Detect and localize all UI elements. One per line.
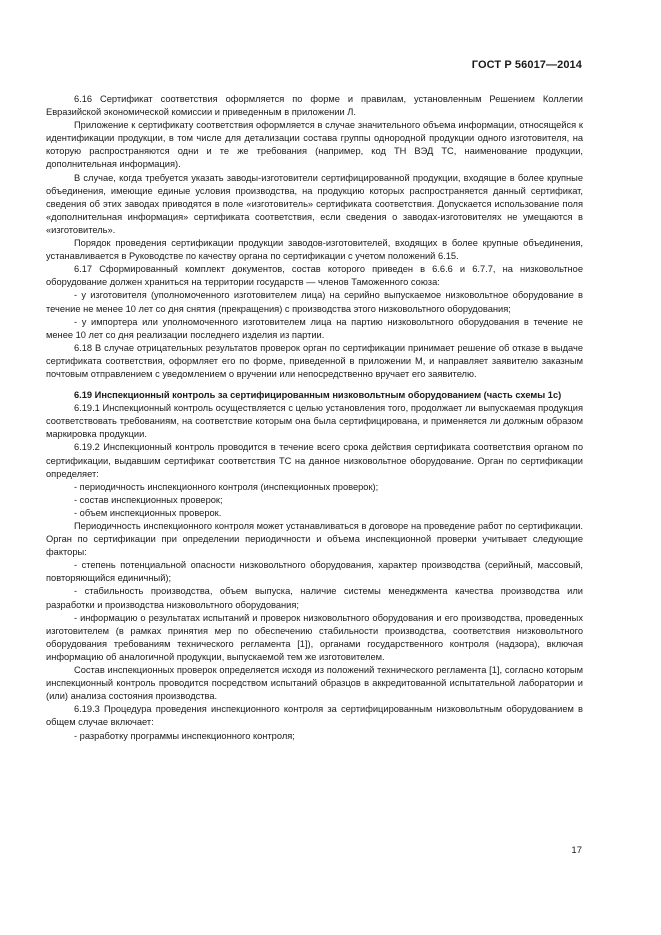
paragraph: Порядок проведения сертификации продукции заводов-изготовителей, входящих в более крупные объединения, устанавливается в Руководстве по качеству органа по сертификации с учетом положений 6.15.: [46, 238, 583, 262]
paragraph: Периодичность инспекционного контроля может устанавливаться в договоре на проведение работ по сертификации. Орган по сертификации при определении периодичности и объема инспекционной проверки учитывает следующие факторы:: [46, 521, 583, 558]
list-item: - состав инспекционных проверок;: [74, 494, 223, 505]
list-item: - разработку программы инспекционного контроля;: [74, 730, 295, 741]
list-item: - у импортера или уполномоченного изготовителем лица на партию низковольтного оборудования в течение не менее 10 лет со дня реализации последнего изделия из партии.: [46, 316, 583, 340]
document-header: ГОСТ Р 56017—2014: [471, 59, 582, 71]
list-item: - объем инспекционных проверок.: [74, 507, 222, 518]
paragraph: 6.18 В случае отрицательных результатов проверок орган по сертификации принимает решение об отказе в выдаче сертификата соответствия, оформляет его по форме, приведенной в приложении М, и направляет заявителю заказным почтовым отправлением с уведомлением о вручении или непосредственно вручает его заявителю.: [46, 342, 583, 379]
document-body: [46, 93, 583, 743]
list-item: - степень потенциальной опасности низковольтного оборудования, характер производства (серийный, массовый, повторяющийся единичный);: [46, 560, 583, 584]
paragraph: 6.19.3 Процедура проведения инспекционного контроля за сертифицированным низковольтным оборудованием в общем случае включает:: [46, 704, 583, 728]
paragraph: 6.19.1 Инспекционный контроль осуществляется с целью установления того, продолжает ли выпускаемая продукция соответствовать требованиям, на соответствие которым она была сертифицирована, и применяется ли должным образом маркировка продукции.: [46, 403, 583, 440]
section-heading: 6.19 Инспекционный контроль за сертифицированным низковольтным оборудованием (часть схемы 1с): [74, 390, 562, 401]
list-item: - периодичность инспекционного контроля (инспекционных проверок);: [74, 481, 379, 492]
paragraph: В случае, когда требуется указать заводы-изготовители сертифицированной продукции, входящие в более крупные объединения, имеющие единые условия производства, на продукцию которых распространяется данный сертификат, сведения об этих заводах приводятся в поле «изготовитель» сертификата соответствия. Допускается использование поля «дополнительная информация» сертификата соответствия, если сведения о заводах-изготовителях не умещаются в «изготовитель».: [46, 172, 583, 235]
list-item: - у изготовителя (уполномоченного изготовителем лица) на серийно выпускаемое низковольтное оборудование в течение не менее 10 лет со дня снятия (прекращения) с производства этого низковольтного оборудования;: [46, 290, 583, 314]
paragraph: 6.17 Сформированный комплект документов, состав которого приведен в 6.6.6 и 6.7.7, на низковольтное оборудование должен храниться на территории государств — членов Таможенного союза:: [46, 264, 583, 288]
paragraph: Приложение к сертификату соответствия оформляется в случае значительного объема информации, относящейся к идентификации продукции, в том числе для детализации состава группы однородной продукции одного изготовителя, на которую распространяются одни и те же требования (например, код ТН ВЭД ТС, наименование продукции, дополнительная информация).: [46, 120, 583, 170]
paragraph: 6.16 Сертификат соответствия оформляется по форме и правилам, установленным Решением Коллегии Евразийской экономической комиссии и приведенным в приложении Л.: [46, 94, 583, 118]
paragraph: Состав инспекционных проверок определяется исходя из положений технического регламента [1], согласно которым инспекционный контроль проводится посредством испытаний образцов в аккредитованной испытательной лаборатории и (или) анализа состояния производства.: [46, 665, 583, 702]
page-number: 17: [571, 845, 582, 856]
paragraph: 6.19.2 Инспекционный контроль проводится в течение всего срока действия сертификата соответствия органом по сертификации, выдавшим сертификат соответствия ТС на данное низковольтное оборудование. Орган по сертификации определяет:: [46, 442, 583, 479]
list-item: - информацию о результатах испытаний и проверок низковольтного оборудования и его производства, проведенных изготовителем (в рамках принятия мер по обеспечению стабильности производства, соответствия низковольтного оборудования требованиям технического регламента [1]), органами государственного контроля (надзора), включая информацию об аналогичной продукции, выпускаемой тем же изготовителем.: [46, 612, 583, 662]
list-item: - стабильность производства, объем выпуска, наличие системы менеджмента качества производства или разработки и производства низковольтного оборудования;: [46, 586, 583, 610]
